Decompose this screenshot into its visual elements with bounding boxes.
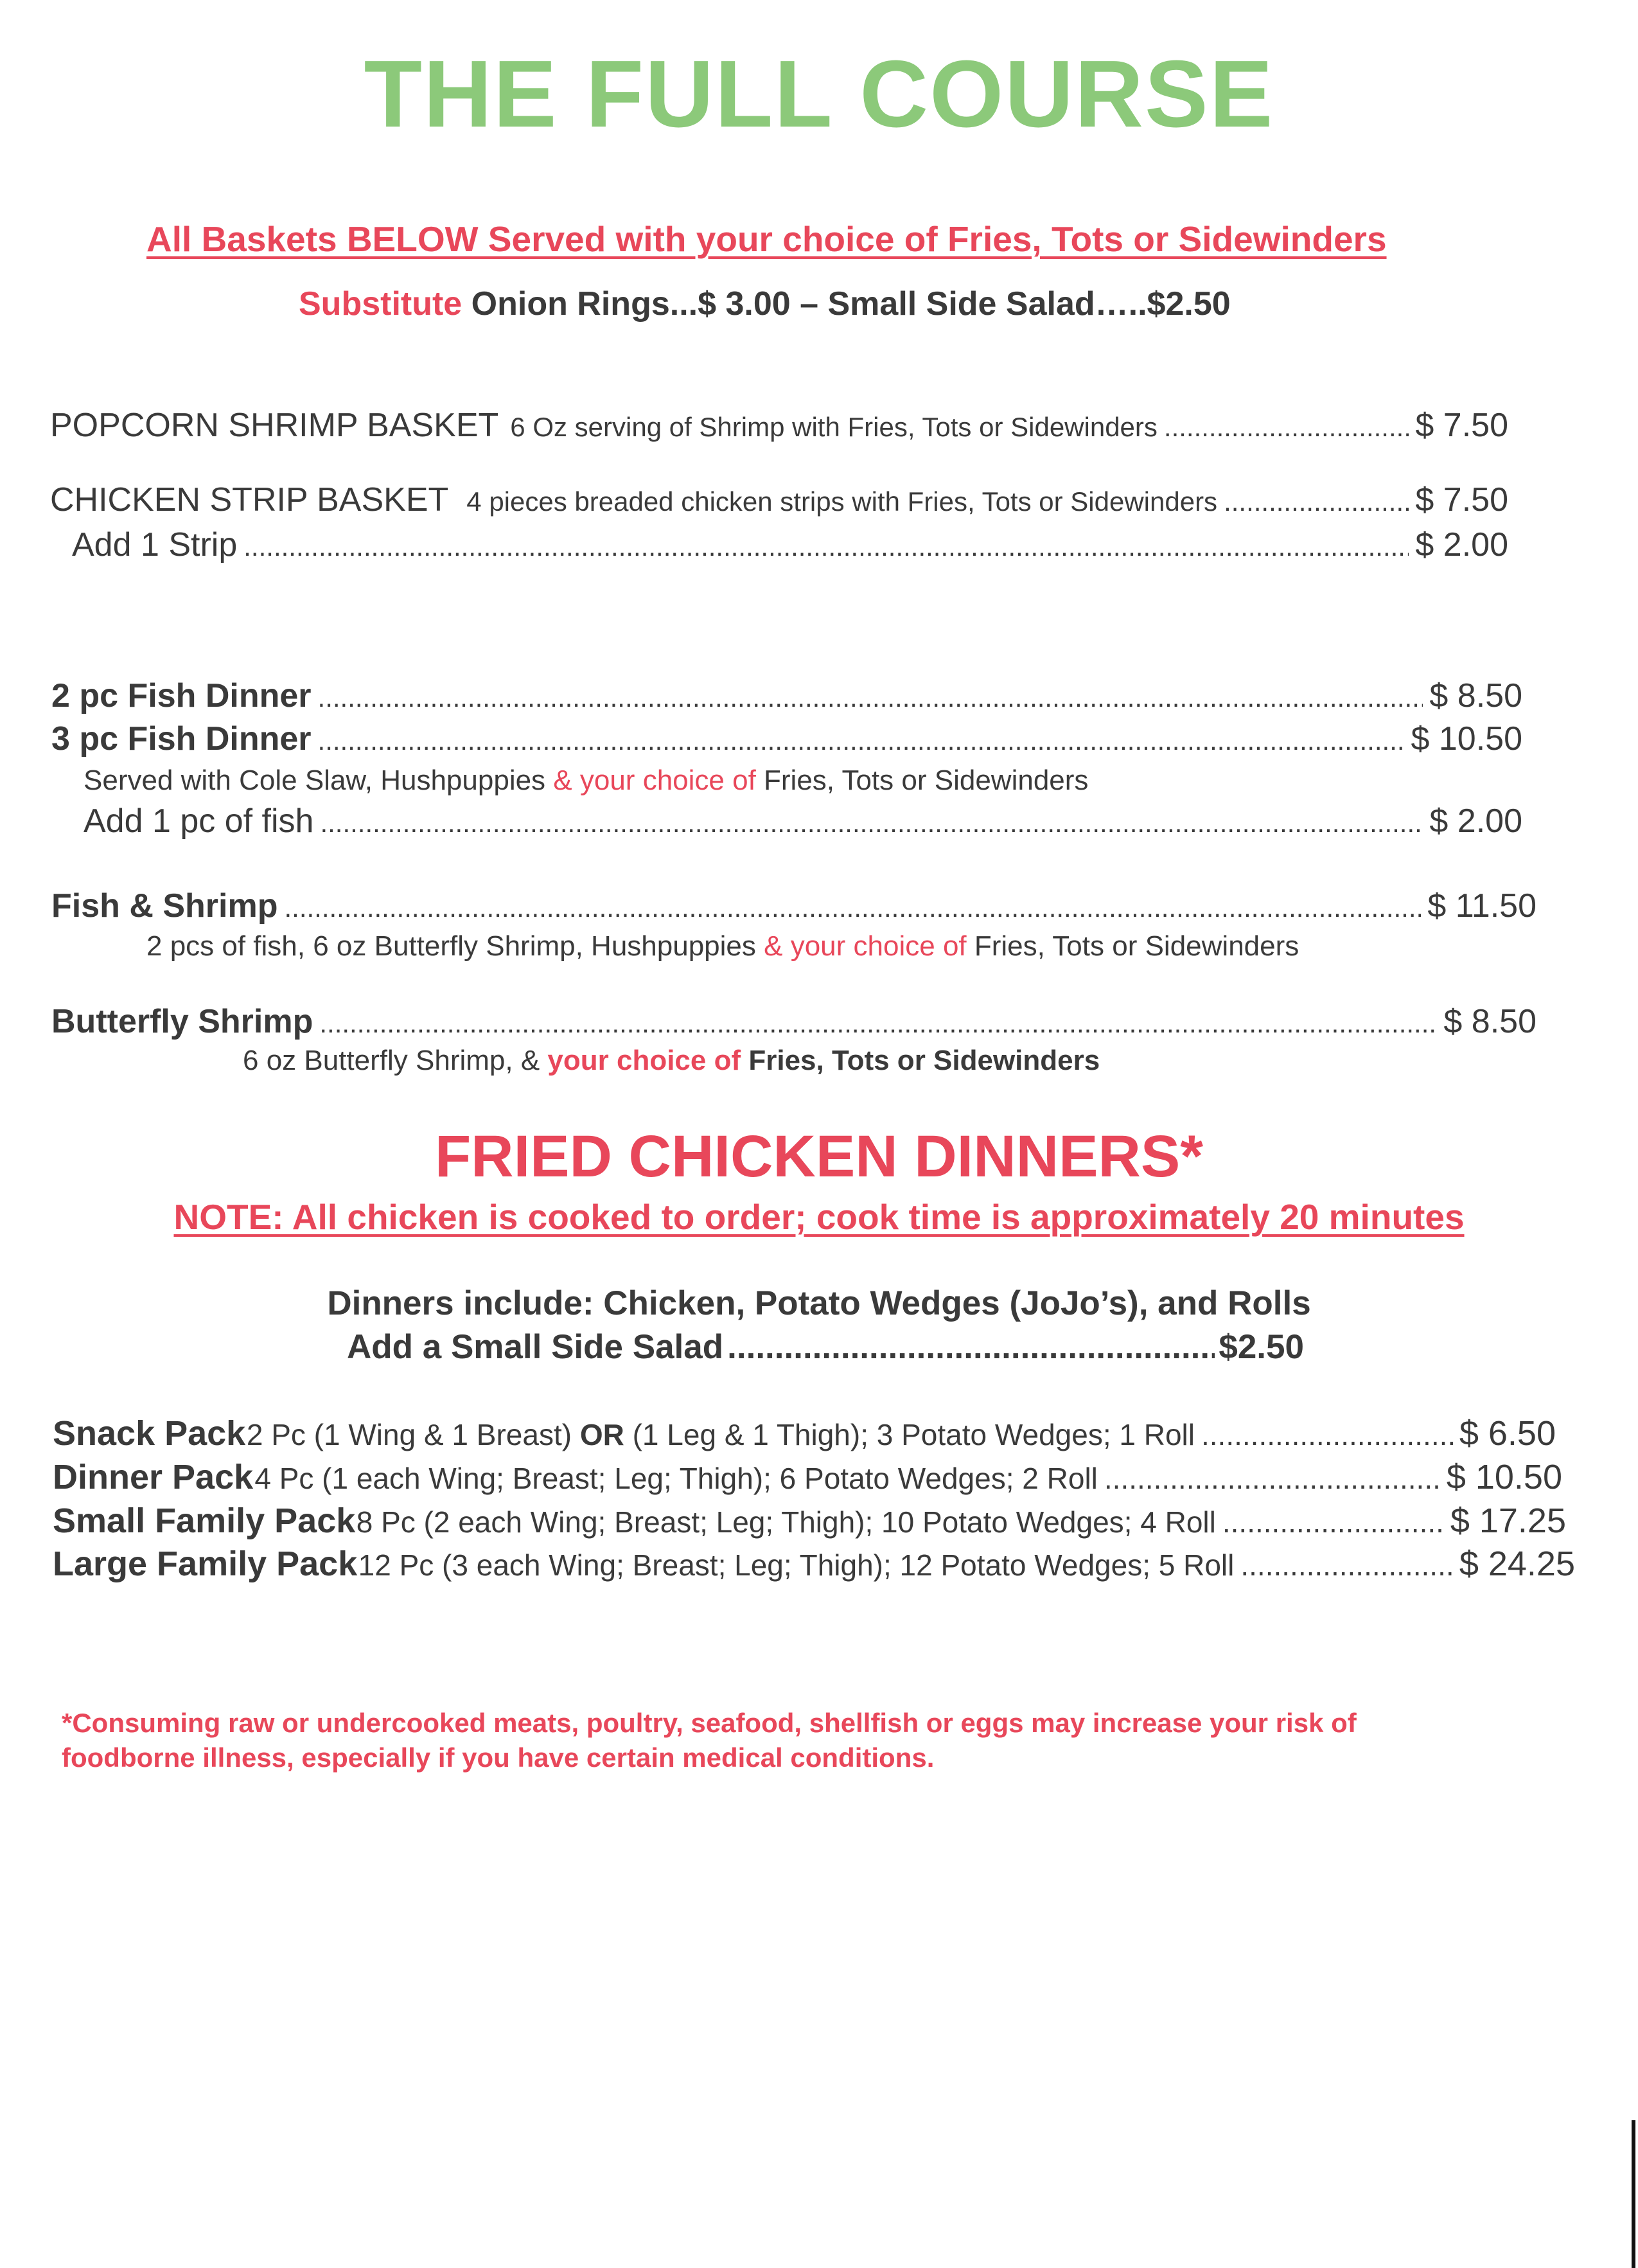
page-title: THE FULL COURSE xyxy=(364,41,1274,147)
pack-desc: 4 Pc (1 each Wing; Breast; Leg; Thigh); 6 Potato Wedges; 2 Roll xyxy=(254,1462,1098,1495)
menu-item-fish-shrimp xyxy=(51,887,1537,925)
item-price: $ 8.50 xyxy=(1443,1003,1537,1040)
scan-edge-mark xyxy=(1632,2120,1635,2268)
side-salad-addon xyxy=(347,1327,1304,1367)
pack-row xyxy=(53,1544,1575,1584)
item-price: $ 10.50 xyxy=(1411,720,1522,757)
leader-dots xyxy=(243,531,1409,562)
desc-part1: 2 pcs of fish, 6 oz Butterfly Shrimp, Hushpuppies xyxy=(146,930,756,962)
menu-item-2pc-fish xyxy=(51,677,1522,715)
butterfly-desc xyxy=(243,1045,1100,1077)
dinners-include: Dinners include: Chicken, Potato Wedges (JoJo’s), and Rolls xyxy=(327,1284,1311,1322)
substitute-text: Onion Rings...$ 3.00 – Small Side Salad…..$2.50 xyxy=(471,285,1231,323)
leader-dots xyxy=(1240,1548,1452,1582)
pack-price: $ 6.50 xyxy=(1459,1414,1556,1453)
pack-row xyxy=(53,1457,1562,1497)
desc-part3: Fries, Tots or Sidewinders xyxy=(974,930,1299,962)
fish-served-with xyxy=(84,765,1088,797)
pack-price: $ 17.25 xyxy=(1450,1502,1566,1540)
leader-dots xyxy=(1164,412,1409,443)
fish-shrimp-desc xyxy=(146,930,1299,962)
item-name: CHICKEN STRIP BASKET xyxy=(50,481,449,518)
chicken-heading: FRIED CHICKEN DINNERS* xyxy=(434,1124,1204,1189)
served-part2: & your choice of xyxy=(553,765,756,796)
pack-desc: (1 Leg & 1 Thigh); 3 Potato Wedges; 1 Roll xyxy=(632,1418,1195,1451)
pack-price: $ 24.25 xyxy=(1459,1545,1575,1583)
item-name: Butterfly Shrimp xyxy=(51,1003,313,1040)
leader-dots xyxy=(727,1327,1215,1367)
pack-row xyxy=(53,1501,1566,1541)
addon-price: $2.50 xyxy=(1219,1328,1304,1366)
pack-or: OR xyxy=(579,1418,624,1451)
item-price: $ 7.50 xyxy=(1415,407,1508,444)
leader-dots xyxy=(284,892,1421,923)
pack-price: $ 10.50 xyxy=(1446,1458,1562,1496)
pack-desc: 2 Pc (1 Wing & 1 Breast) xyxy=(246,1418,572,1451)
leader-dots xyxy=(320,808,1423,838)
disclaimer-line-2: foodborne illness, especially if you have certain medical conditions. xyxy=(62,1742,935,1773)
addon-label: Add 1 Strip xyxy=(72,526,238,563)
addon-label: Add 1 pc of fish xyxy=(84,802,314,840)
menu-item-butterfly-shrimp xyxy=(51,1002,1537,1041)
item-price: $ 11.50 xyxy=(1427,887,1537,925)
desc-part1: 6 oz Butterfly Shrimp, & xyxy=(243,1045,540,1076)
baskets-note: All Baskets BELOW Served with your choice of Fries, Tots or Sidewinders xyxy=(146,219,1387,259)
item-price: $ 7.50 xyxy=(1415,481,1508,518)
item-price: $ 8.50 xyxy=(1429,677,1522,714)
pack-name: Snack Pack xyxy=(53,1414,246,1453)
chicken-note: NOTE: All chicken is cooked to order; cook time is approximately 20 minutes xyxy=(173,1197,1465,1237)
leader-dots xyxy=(318,725,1405,756)
item-name: 3 pc Fish Dinner xyxy=(51,720,312,757)
menu-item-3pc-fish xyxy=(51,720,1522,758)
substitute-line xyxy=(299,285,1231,323)
leader-dots xyxy=(318,682,1423,713)
pack-name: Dinner Pack xyxy=(53,1458,254,1496)
item-desc: 4 pieces breaded chicken strips with Fries, Tots or Sidewinders xyxy=(466,486,1218,517)
pack-name: Large Family Pack xyxy=(53,1545,358,1583)
desc-part2: your choice of xyxy=(547,1045,741,1076)
served-part3: Fries, Tots or Sidewinders xyxy=(764,765,1089,796)
leader-dots xyxy=(1224,486,1409,517)
pack-row xyxy=(53,1413,1556,1453)
menu-item-chicken-strip xyxy=(50,481,1508,519)
leader-dots xyxy=(1104,1461,1440,1496)
desc-part3: Fries, Tots or Sidewinders xyxy=(748,1045,1100,1076)
leader-dots xyxy=(1222,1505,1444,1539)
item-name: Fish & Shrimp xyxy=(51,887,278,925)
addon-label: Add a Small Side Salad xyxy=(347,1328,724,1366)
addon-price: $ 2.00 xyxy=(1429,802,1522,840)
menu-addon-fish xyxy=(84,802,1522,840)
desc-part2: & your choice of xyxy=(764,930,967,962)
served-part1: Served with Cole Slaw, Hushpuppies xyxy=(84,765,546,796)
item-name: POPCORN SHRIMP BASKET xyxy=(50,407,499,444)
pack-desc: 12 Pc (3 each Wing; Breast; Leg; Thigh); 12 Potato Wedges; 5 Roll xyxy=(358,1548,1235,1582)
item-name: 2 pc Fish Dinner xyxy=(51,677,312,714)
menu-item-popcorn-shrimp xyxy=(50,406,1508,445)
item-desc: 6 Oz serving of Shrimp xyxy=(510,412,785,442)
pack-name: Small Family Pack xyxy=(53,1502,356,1540)
menu-addon-strip xyxy=(72,526,1508,564)
disclaimer-line-1: *Consuming raw or undercooked meats, poultry, seafood, shellfish or eggs may increase your risk of xyxy=(62,1708,1357,1738)
addon-price: $ 2.00 xyxy=(1415,526,1508,563)
substitute-label: Substitute xyxy=(299,285,462,323)
item-desc: with Fries, Tots or Sidewinders xyxy=(792,412,1158,442)
pack-desc: 8 Pc (2 each Wing; Breast; Leg; Thigh); 10 Potato Wedges; 4 Roll xyxy=(356,1505,1216,1539)
leader-dots xyxy=(1201,1417,1453,1452)
leader-dots xyxy=(319,1008,1437,1039)
